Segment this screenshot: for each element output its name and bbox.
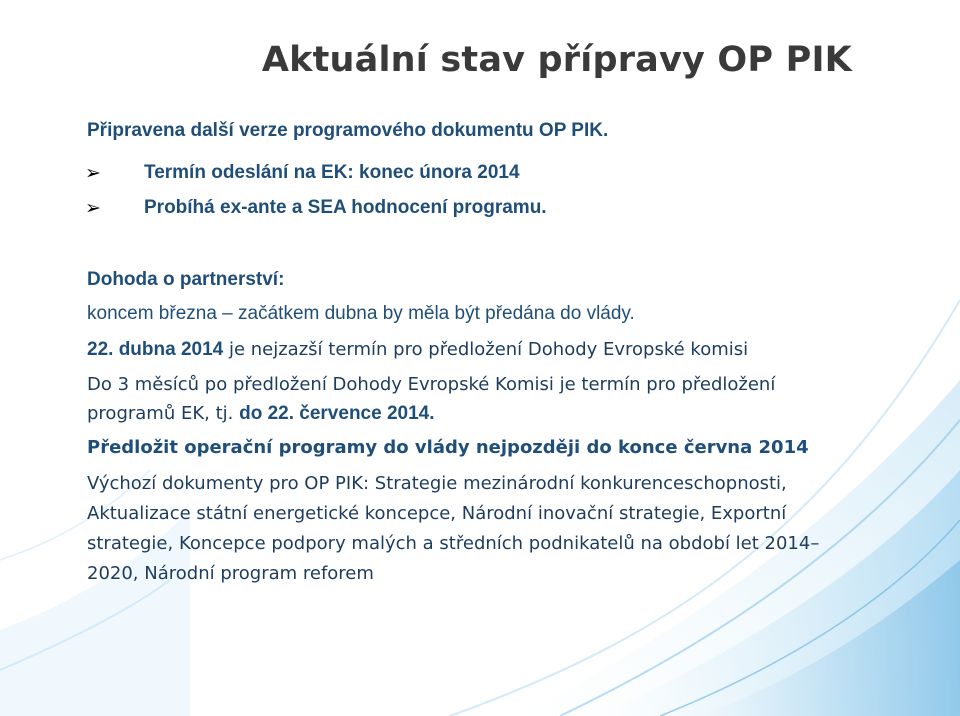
docs-line-1: Výchozí dokumenty pro OP PIK: Strategie mezinárodní konkurenceschopnosti,	[87, 473, 787, 494]
date-bold: 22. dubna 2014	[87, 339, 224, 360]
three-months-line-1: Do 3 měsíců po předložení Dohody Evropské Komisi je termín pro předložení	[87, 374, 776, 395]
prep-version-line: Připravena další verze programového dokumentu OP PIK.	[87, 120, 609, 141]
exante-text: Probíhá ex-ante a SEA hodnocení programu.	[144, 197, 547, 218]
slide-title: Aktuální stav přípravy OP PIK	[261, 40, 852, 80]
three-months-bold: do 22. července 2014.	[239, 403, 435, 424]
docs-line-4: 2020, Národní program reforem	[87, 563, 374, 584]
date-line	[87, 338, 748, 362]
partnership-line: koncem března – začátkem dubna by měla být předána do vlády.	[87, 303, 635, 324]
docs-line-3: strategie, Koncepce podpory malých a středních podnikatelů na období let 2014–	[87, 533, 820, 554]
submit-line: Předložit operační programy do vlády nejpozději do konce června 2014	[87, 437, 809, 458]
partnership-title: Dohoda o partnerství:	[87, 269, 285, 290]
deadline-text: Termín odeslání na EK: konec února 2014	[144, 162, 520, 183]
three-months-plain: programů EK, tj.	[87, 403, 240, 424]
arrow-bullet-icon: ➢	[85, 197, 101, 219]
three-months-line-2	[87, 402, 435, 426]
docs-line-2: Aktualizace státní energetické koncepce, Národní inovační strategie, Exportní	[87, 503, 787, 524]
arrow-bullet-icon: ➢	[85, 162, 101, 184]
date-rest: je nejzazší termín pro předložení Dohody Evropské komisi	[223, 339, 749, 360]
